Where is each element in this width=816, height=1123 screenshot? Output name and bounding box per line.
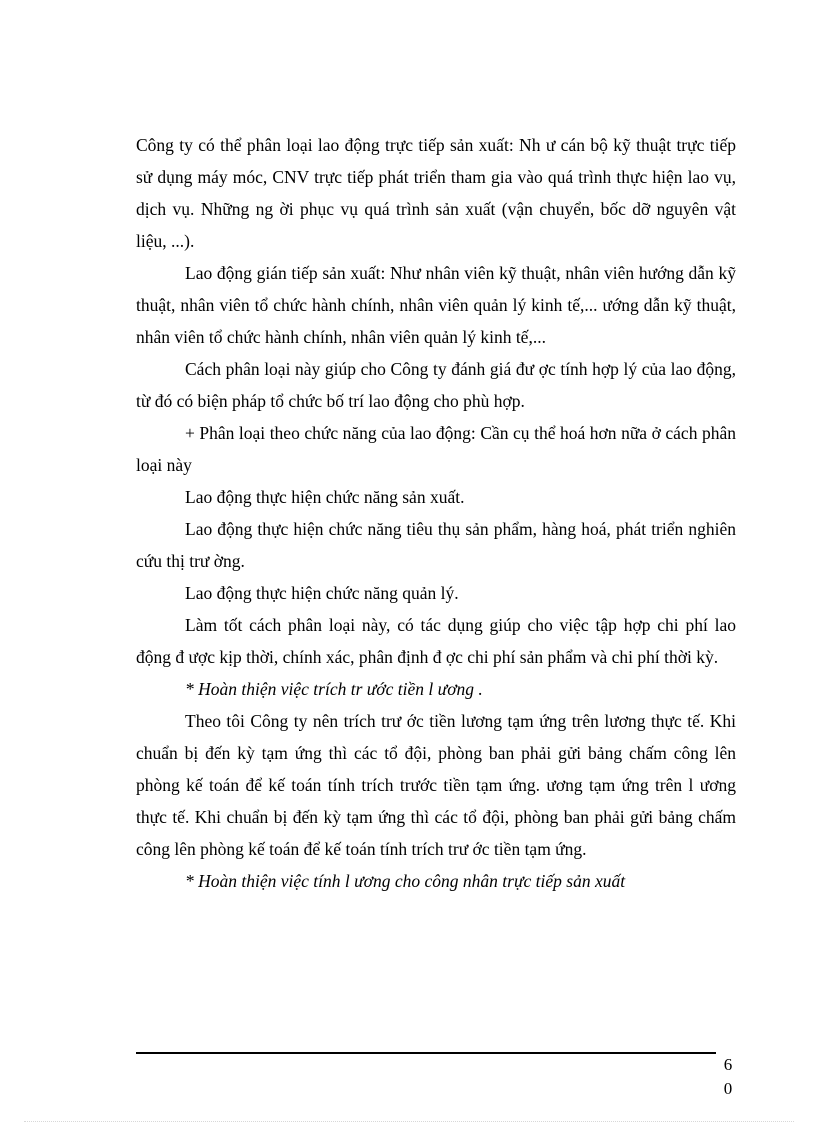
paragraph-3: Cách phân loại này giúp cho Công ty đánh giá đư ợc tính hợp lý của lao động, từ đó có biện pháp tổ chức bố trí lao động cho phù hợp. [136, 359, 736, 411]
footer-divider [136, 1052, 716, 1054]
paragraph-4: + Phân loại theo chức năng của lao động: Cần cụ thể hoá hơn nữa ở cách phân loại này [136, 423, 736, 475]
page-bottom-edge [24, 1121, 794, 1122]
section-heading-direct-worker-salary: * Hoàn thiện việc tính l ương cho công nhân trực tiếp sản xuất [185, 871, 626, 891]
section-heading-advance-salary: * Hoàn thiện việc trích tr ước tiền l ương . [185, 679, 483, 699]
paragraph-7: Lao động thực hiện chức năng quản lý. [185, 583, 459, 603]
paragraph-6: Lao động thực hiện chức năng tiêu thụ sản phẩm, hàng hoá, phát triển nghiên cứu thị trư ờng. [136, 519, 736, 571]
page-number-digit-2: 0 [723, 1079, 733, 1098]
paragraph-2: Lao động gián tiếp sản xuất: Như nhân viên kỹ thuật, nhân viên hướng dẫn kỹ thuật, nhân viên tổ chức hành chính, nhân viên quản lý kinh tế,... ướng dẫn kỹ thuật, nhân viên tổ chức hành chính, nhân viên quản lý kinh tế,... [136, 263, 736, 347]
paragraph-5: Lao động thực hiện chức năng sản xuất. [185, 487, 465, 507]
document-body [136, 129, 736, 897]
page-number [716, 1053, 740, 1101]
page-number-digit-1: 6 [723, 1055, 733, 1074]
paragraph-8: Làm tốt cách phân loại này, có tác dụng giúp cho việc tập hợp chi phí lao động đ ược kịp thời, chính xác, phân định đ ợc chi phí sản phẩm và chi phí thời kỳ. [136, 615, 736, 667]
paragraph-1: Công ty có thể phân loại lao động trực tiếp sản xuất: Nh ư cán bộ kỹ thuật trực tiếp sử dụng máy móc, CNV trực tiếp phát triển tham gia vào quá trình thực hiện lao vụ, dịch vụ. Những ng ời phục vụ quá trình sản xuất (vận chuyển, bốc dỡ nguyên vật liệu, ...). [136, 135, 736, 251]
paragraph-10: Theo tôi Công ty nên trích trư ớc tiền lương tạm ứng trên lương thực tế. Khi chuẩn bị đến kỳ tạm ứng thì các tổ đội, phòng ban phải gửi bảng chấm công lên phòng kế toán để kế toán tính trích trước tiền tạm ứng. ương tạm ứng trên l ương thực tế. Khi chuẩn bị đến kỳ tạm ứng thì các tổ đội, phòng ban phải gửi bảng chấm công lên phòng kế toán để kế toán tính trích trư ớc tiền tạm ứng. [136, 711, 736, 859]
